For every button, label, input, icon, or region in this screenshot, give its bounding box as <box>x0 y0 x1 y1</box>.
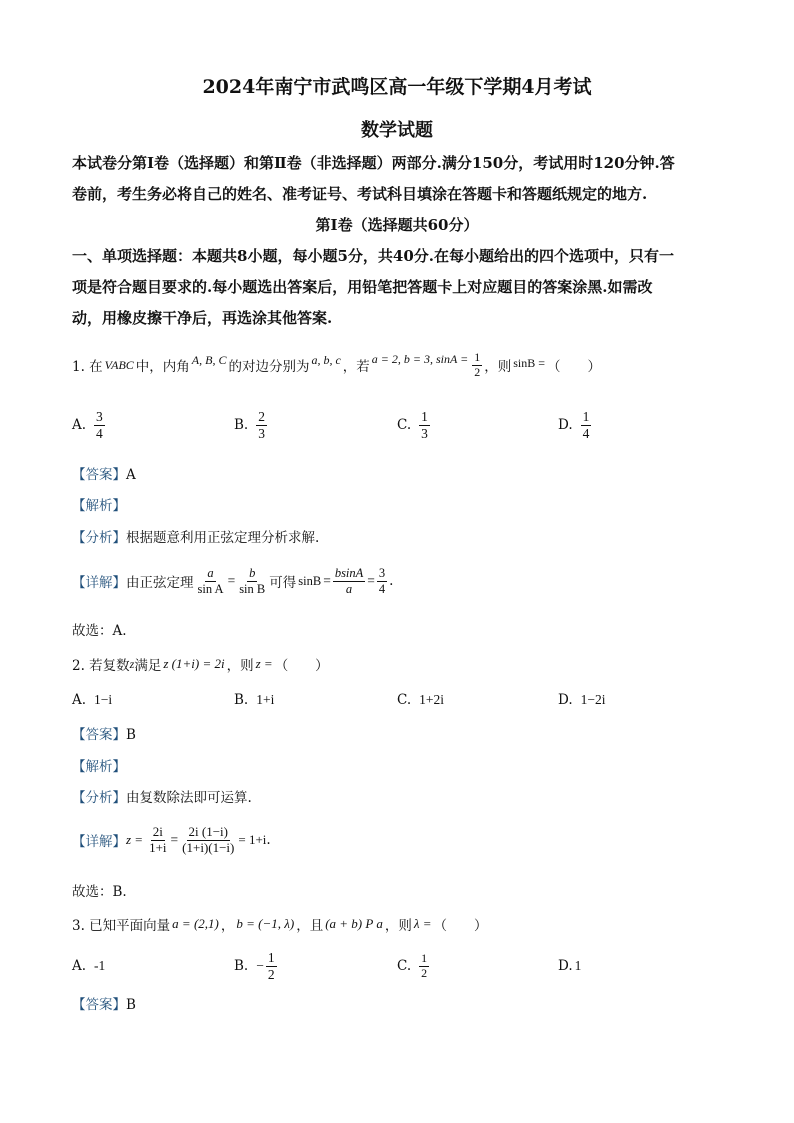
instruction-line-2: 项是符合题目要求的.每小题选出答案后，用铅笔把答题卡上对应题目的答案涂黑.如需改 <box>72 278 653 296</box>
instruction-line-3: 动，用橡皮擦干净后，再选涂其他答案. <box>72 309 333 327</box>
question-2-options <box>72 692 672 712</box>
q1-cond-fraction: $\frac{1}{2}$ <box>474 349 481 379</box>
q2-detail: 【详解】 z = $\frac{2i}{1+i}$ = $\frac{2i (1-i)}{(1+i)(1-i)}$ = 1+i . <box>72 823 271 855</box>
section-title: 第Ⅰ卷（选择题共60分） <box>315 216 479 234</box>
q1-fenxi: 【分析】根据题意利用正弦定理分析求解. <box>72 530 320 546</box>
option-c: C. $\frac{1}{3}$ <box>397 408 428 441</box>
question-2-stem: 2. 若复数 z 满足 z (1+i) = 2i ，则 z = （ ） <box>72 656 329 674</box>
option-b: B. $\frac{2}{3}$ <box>234 408 265 441</box>
option-c: C. 1+2i <box>397 692 445 708</box>
question-3-options <box>72 946 672 986</box>
page-title: 2024年南宁市武鸣区高一年级下学期4月考试 <box>202 76 592 98</box>
q1-conclusion: 故选：A. <box>72 623 127 639</box>
q2-analysis-label: 【解析】 <box>72 759 126 775</box>
intro-line-2: 卷前，考生务必将自己的姓名、准考证号、考试科目填涂在答题卡和答题纸规定的地方. <box>72 185 648 203</box>
option-d: D. 1 <box>558 958 582 974</box>
q2-answer: 【答案】B <box>72 727 136 743</box>
question-3-stem: 3. 已知平面向量 a = (2,1) ， b = (−1, λ) ，且 (a + b) P a ，则 λ = （ ） <box>72 916 488 934</box>
option-a: A. $\frac{3}{4}$ <box>72 408 103 441</box>
question-1-options <box>72 405 672 445</box>
option-a: A. 1−i <box>72 692 113 708</box>
intro-line-1: 本试卷分第Ⅰ卷（选择题）和第Ⅱ卷（非选择题）两部分.满分150分，考试用时120分钟.答 <box>72 154 675 172</box>
option-b: B. 1+i <box>234 692 275 708</box>
page-subtitle: 数学试题 <box>361 120 433 141</box>
option-d: D. 1−2i <box>558 692 606 708</box>
q1-answer: 【答案】A <box>72 467 136 483</box>
q1-detail: 【详解】 由正弦定理 $\frac{a}{\text{sin A}}$ = $\frac{b}{\text{sin B}}$ 可得 sinB = $\frac{bsinA}{a}$ = $\frac{3}{4}$ . <box>72 566 394 596</box>
option-c: C. $\frac{1}{2}$ <box>397 950 428 980</box>
q2-conclusion: 故选：B. <box>72 884 127 900</box>
option-b: B. − $\frac{1}{2}$ <box>234 949 275 982</box>
question-1-stem: 1. 在 VABC 中，内角 A, B, C 的对边分别为 a, b, c ，若 a = 2, b = 3, sinA = $\frac{1}{2}$ ，则 sinB = （ ） <box>72 349 601 379</box>
option-d: D. $\frac{1}{4}$ <box>558 408 590 441</box>
option-a: A. -1 <box>72 958 106 974</box>
q2-fenxi: 【分析】由复数除法即可运算. <box>72 790 252 806</box>
q3-answer: 【答案】B <box>72 997 136 1013</box>
instruction-line-1: 一、单项选择题：本题共8小题，每小题5分，共40分.在每小题给出的四个选项中，只有一 <box>72 247 674 265</box>
q1-analysis-label: 【解析】 <box>72 498 126 514</box>
